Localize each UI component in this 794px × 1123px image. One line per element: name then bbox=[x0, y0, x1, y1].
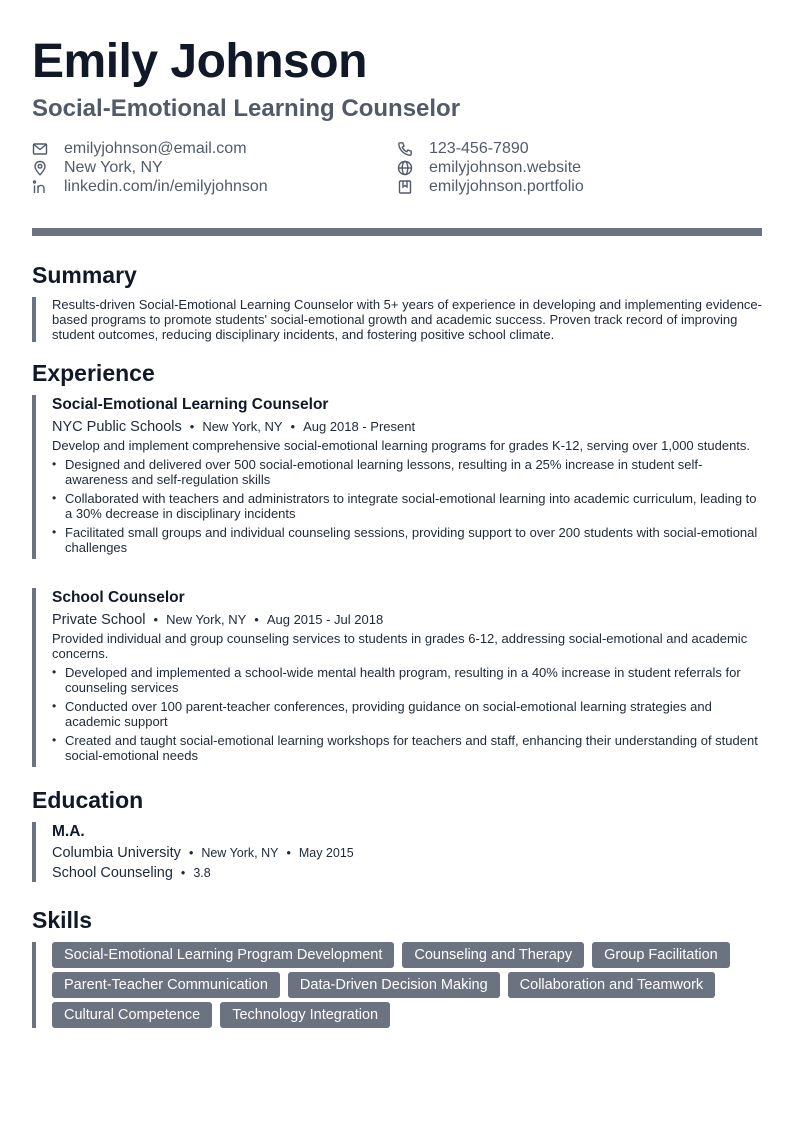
education-field: School Counseling bbox=[52, 865, 173, 881]
skill-tag: Collaboration and Teamwork bbox=[508, 972, 716, 998]
job-org: NYC Public Schools bbox=[52, 419, 182, 435]
summary-block bbox=[32, 297, 762, 342]
experience-item bbox=[32, 395, 762, 559]
job-bullet: • Developed and implemented a school-wide mental health program, resulting in a 40% increase in student referrals for counseling services bbox=[52, 665, 762, 695]
summary-text: Results-driven Social-Emotional Learning Counselor with 5+ years of experience in developing and implementing evidence-based programs to promote students' social-emotional growth and academic success. Proven track record of improving student outcomes, reducing disciplinary incidents, and fostering positive school climate. bbox=[52, 297, 762, 342]
separator-dot: • bbox=[254, 612, 259, 627]
email-text: emilyjohnson@email.com bbox=[64, 139, 247, 157]
website-text: emilyjohnson.website bbox=[429, 158, 582, 176]
job-meta bbox=[52, 611, 762, 629]
job-bullet: • Created and taught social-emotional learning workshops for teachers and staff, enhancing their understanding of student social-emotional needs bbox=[52, 733, 762, 763]
experience-item bbox=[32, 588, 762, 767]
header-divider bbox=[32, 228, 762, 236]
section-title-skills: Skills bbox=[32, 907, 93, 933]
skills-block bbox=[32, 942, 762, 1028]
job-description: Develop and implement comprehensive social-emotional learning programs for grades K-12, serving over 1,000 students. bbox=[52, 438, 751, 453]
job-bullets bbox=[52, 665, 762, 763]
job-dates: Aug 2015 - Jul 2018 bbox=[266, 612, 384, 627]
education-gpa: 3.8 bbox=[193, 866, 211, 880]
education-location: New York, NY bbox=[201, 846, 279, 860]
separator-dot: • bbox=[188, 846, 194, 860]
job-meta bbox=[52, 418, 762, 436]
separator-dot: • bbox=[286, 846, 291, 860]
separator-dot: • bbox=[153, 612, 159, 627]
job-description: Provided individual and group counseling services to students in grades 6-12, addressing social-emotional and academic concerns. bbox=[52, 631, 748, 661]
contact-linkedin[interactable] bbox=[32, 177, 268, 196]
section-title-education: Education bbox=[32, 787, 144, 813]
skill-tag: Group Facilitation bbox=[592, 942, 730, 968]
education-date: May 2015 bbox=[298, 846, 354, 860]
skill-tag: Cultural Competence bbox=[52, 1002, 212, 1028]
job-bullet: • Collaborated with teachers and administrators to integrate social-emotional learning into academic curriculum, leading to a 30% decrease in disciplinary incidents bbox=[52, 491, 762, 521]
candidate-role: Social-Emotional Learning Counselor bbox=[32, 95, 461, 122]
job-location: New York, NY bbox=[166, 612, 247, 627]
job-location: New York, NY bbox=[202, 419, 283, 434]
phone-icon bbox=[397, 141, 413, 157]
education-school-line bbox=[52, 844, 762, 862]
skills-tags bbox=[52, 942, 762, 1028]
separator-dot: • bbox=[189, 419, 195, 434]
linkedin-icon bbox=[32, 179, 48, 195]
bookmark-icon bbox=[397, 179, 413, 195]
job-bullet: • Designed and delivered over 500 social-emotional learning lessons, resulting in a 25% increase in student self-awareness and self-regulation skills bbox=[52, 457, 762, 487]
portfolio-text: emilyjohnson.portfolio bbox=[429, 177, 584, 195]
skill-tag: Counseling and Therapy bbox=[402, 942, 584, 968]
globe-icon bbox=[397, 160, 413, 176]
education-field-line bbox=[52, 864, 762, 882]
section-title-experience: Experience bbox=[32, 360, 155, 386]
section-title-summary: Summary bbox=[32, 262, 137, 288]
envelope-icon bbox=[32, 141, 48, 157]
contact-info bbox=[32, 139, 762, 199]
skill-tag: Social-Emotional Learning Program Development bbox=[52, 942, 394, 968]
separator-dot: • bbox=[290, 419, 296, 434]
location-text: New York, NY bbox=[64, 158, 163, 176]
job-bullets bbox=[52, 457, 762, 555]
phone-text: 123-456-7890 bbox=[429, 139, 529, 157]
job-title: Social-Emotional Learning Counselor bbox=[52, 396, 329, 413]
contact-phone[interactable] bbox=[397, 139, 529, 158]
job-org: Private School bbox=[52, 612, 146, 628]
job-dates: Aug 2018 - Present bbox=[303, 419, 416, 434]
education-item bbox=[32, 822, 762, 882]
linkedin-text: linkedin.com/in/emilyjohnson bbox=[64, 177, 268, 195]
skill-tag: Data-Driven Decision Making bbox=[288, 972, 500, 998]
contact-portfolio[interactable] bbox=[397, 177, 584, 196]
skill-tag: Parent-Teacher Communication bbox=[52, 972, 280, 998]
separator-dot: • bbox=[180, 866, 186, 880]
skill-tag: Technology Integration bbox=[220, 1002, 390, 1028]
job-title: School Counselor bbox=[52, 589, 185, 606]
education-degree: M.A. bbox=[52, 823, 85, 840]
contact-website[interactable] bbox=[397, 158, 581, 177]
contact-email[interactable] bbox=[32, 139, 247, 158]
education-school: Columbia University bbox=[52, 845, 181, 861]
contact-location bbox=[32, 158, 163, 177]
job-bullet: • Facilitated small groups and individual counseling sessions, providing support to over 200 students with social-emotional challenges bbox=[52, 525, 762, 555]
map-pin-icon bbox=[32, 160, 48, 176]
job-bullet: • Conducted over 100 parent-teacher conferences, providing guidance on social-emotional learning strategies and academic support bbox=[52, 699, 762, 729]
candidate-name: Emily Johnson bbox=[32, 35, 367, 88]
